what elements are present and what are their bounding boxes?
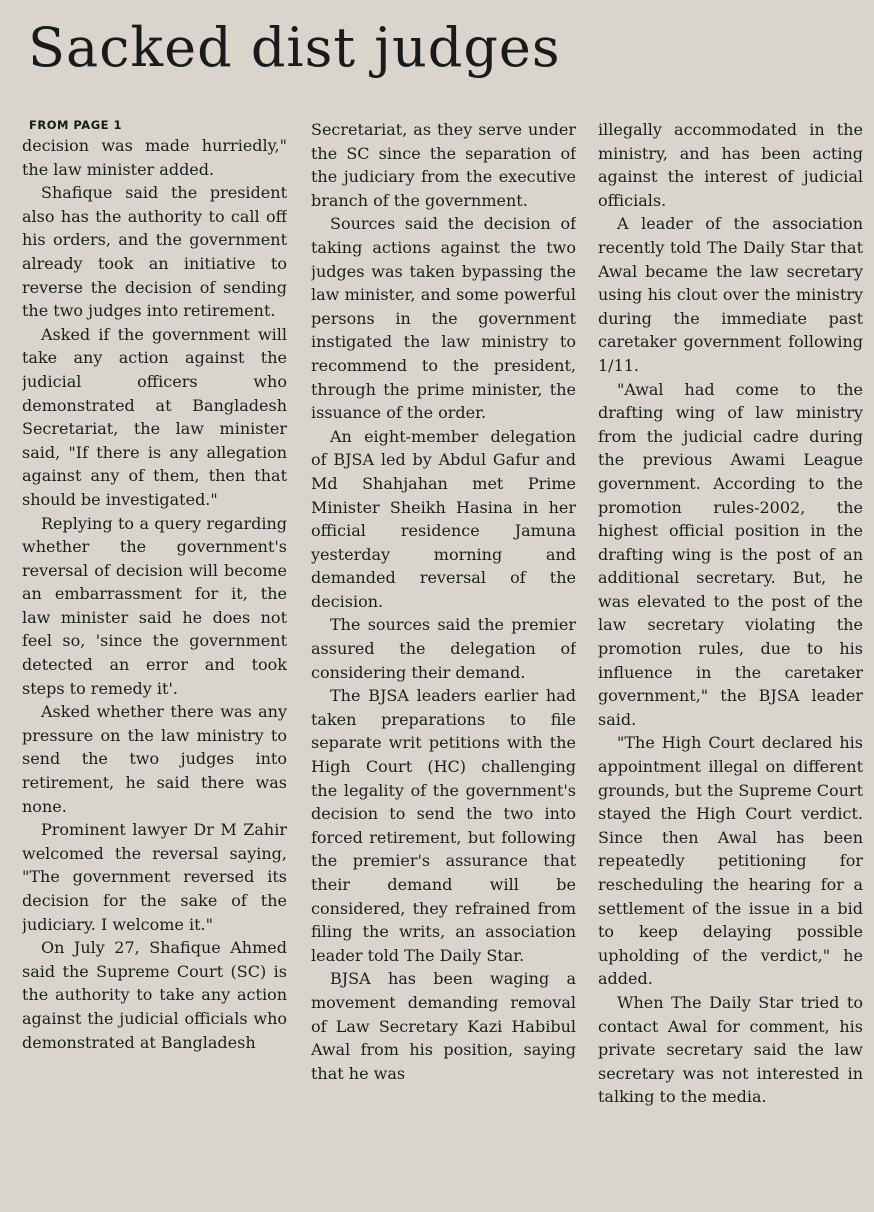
paragraph: Shafique said the president also has the authority to call off his orders, and the government already took an initiative to reverse the decision of sending the two judges into retirement. — [22, 183, 287, 321]
paragraph: When The Daily Star tried to contact Awal for comment, his private secretary said the law secretary was not interested in talking to the media. — [598, 992, 863, 1107]
article-column-2 — [311, 118, 576, 1198]
paragraph: Asked if the government will take any action against the judicial officers who demonstrated at Bangladesh Secretariat, the law minister said, "If there is any allegation against any of them, then that should be investigated." — [22, 324, 287, 509]
article-column-3 — [598, 118, 863, 1198]
paragraph: The BJSA leaders earlier had taken preparations to file separate writ petitions with the High Court (HC) challenging the legality of the government's decision to send the two into forced retirement, but following the premier's assurance that their demand will be considered, they refrained from filing the writs, an association leader told The Daily Star. — [311, 686, 576, 965]
paragraph: An eight-member delegation of BJSA led by Abdul Gafur and Md Shahjahan met Prime Minister Sheikh Hasina in her official residence Jamuna yesterday morning and demanded reversal of the decision. — [311, 426, 576, 611]
headline: Sacked dist judges — [28, 16, 561, 79]
paragraph: "The High Court declared his appointment illegal on different grounds, but the Supreme Court stayed the High Court verdict. Since then Awal has been repeatedly petitioning for rescheduling the hearing for a settlement of the issue in a bid to keep delaying possible upholding of the verdict," he added. — [598, 733, 863, 989]
paragraph: Prominent lawyer Dr M Zahir welcomed the reversal saying, "The government reversed its decision for the sake of the judiciary. I welcome it." — [22, 820, 287, 934]
paragraph: Sources said the decision of taking actions against the two judges was taken bypassing the law minister, and some powerful persons in the government instigated the law ministry to recommend to the president, through the prime minister, the issuance of the order. — [311, 214, 576, 423]
kicker-from-page-1: FROM PAGE 1 — [29, 118, 123, 132]
paragraph: "Awal had come to the drafting wing of law ministry from the judicial cadre during the previous Awami League government. According to the promotion rules-2002, the highest official position in the drafting wing is the post of an additional secretary. But, he was elevated to the post of the law secretary violating the promotion rules, due to his influence in the caretaker government," the BJSA leader said. — [598, 379, 863, 729]
paragraph: Replying to a query regarding whether the government's reversal of decision will become an embarrassment for it, the law minister said he does not feel so, 'since the government detected an error and took steps to remedy it'. — [22, 513, 287, 698]
paragraph: Secretariat, as they serve under the SC since the separation of the judiciary from the executive branch of the government. — [311, 120, 576, 210]
paragraph: The sources said the premier assured the delegation of considering their demand. — [311, 615, 576, 682]
paragraph: decision was made hurriedly," the law minister added. — [22, 136, 287, 179]
article-column-1 — [22, 134, 287, 1198]
paragraph: BJSA has been waging a movement demanding removal of Law Secretary Kazi Habibul Awal from his position, saying that he was — [311, 969, 576, 1083]
paragraph: Asked whether there was any pressure on the law ministry to send the two judges into retirement, he said there was none. — [22, 702, 287, 816]
paragraph: On July 27, Shafique Ahmed said the Supreme Court (SC) is the authority to take any action against the judicial officials who demonstrated at Bangladesh — [22, 938, 287, 1052]
paragraph: illegally accommodated in the ministry, and has been acting against the interest of judicial officials. — [598, 120, 863, 210]
paragraph: A leader of the association recently told The Daily Star that Awal became the law secretary using his clout over the ministry during the immediate past caretaker government following 1/11. — [598, 214, 863, 375]
